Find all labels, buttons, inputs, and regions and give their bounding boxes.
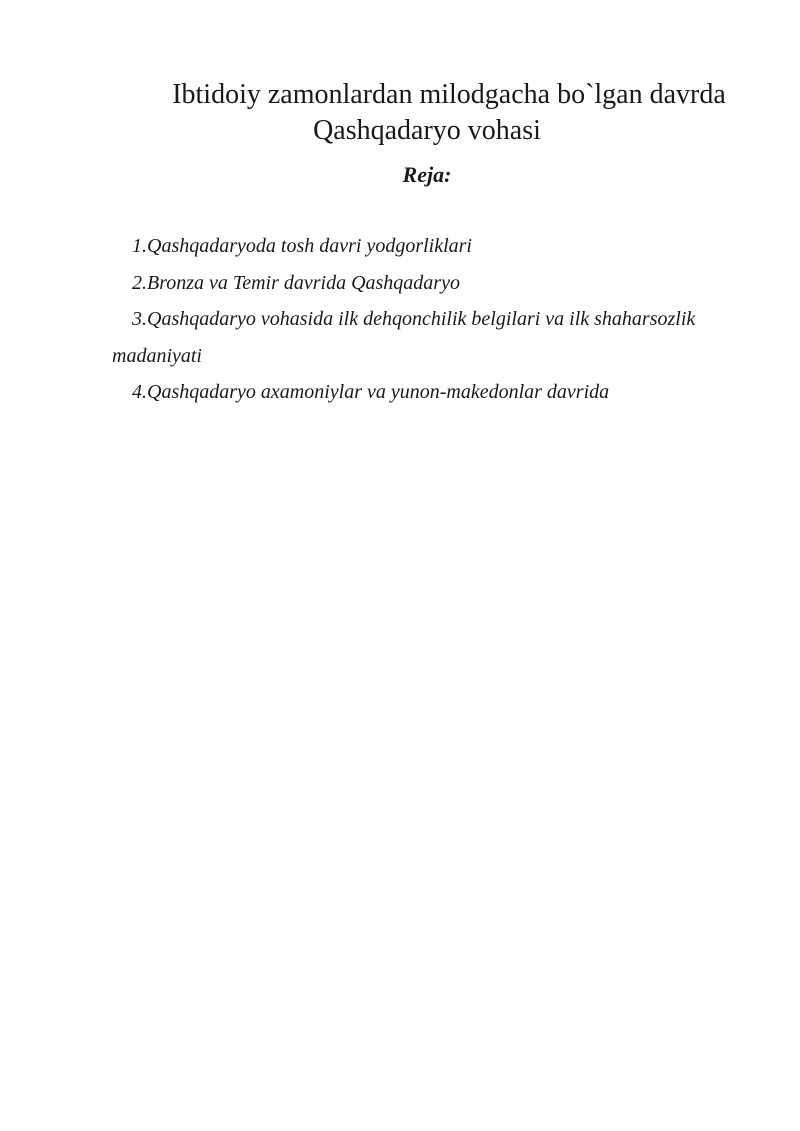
document-title: Ibtidoiy zamonlardan milodgacha bo`lgan davrda Qashqadaryo vohasi	[172, 79, 726, 146]
plan-item: 3.Qashqadaryo vohasida ilk dehqonchilik belgilari va ilk shaharsozlik madaniyati	[112, 308, 696, 367]
plan-item: 2.Bronza va Temir davrida Qashqadaryo	[132, 271, 460, 294]
plan-item: 4.Qashqadaryo axamoniylar va yunon-makedonlar davrida	[132, 381, 610, 403]
plan-heading: Reja:	[402, 162, 452, 187]
plan-list	[112, 228, 744, 411]
plan-item: 1.Qashqadaryoda tosh davri yodgorliklari	[132, 235, 472, 257]
